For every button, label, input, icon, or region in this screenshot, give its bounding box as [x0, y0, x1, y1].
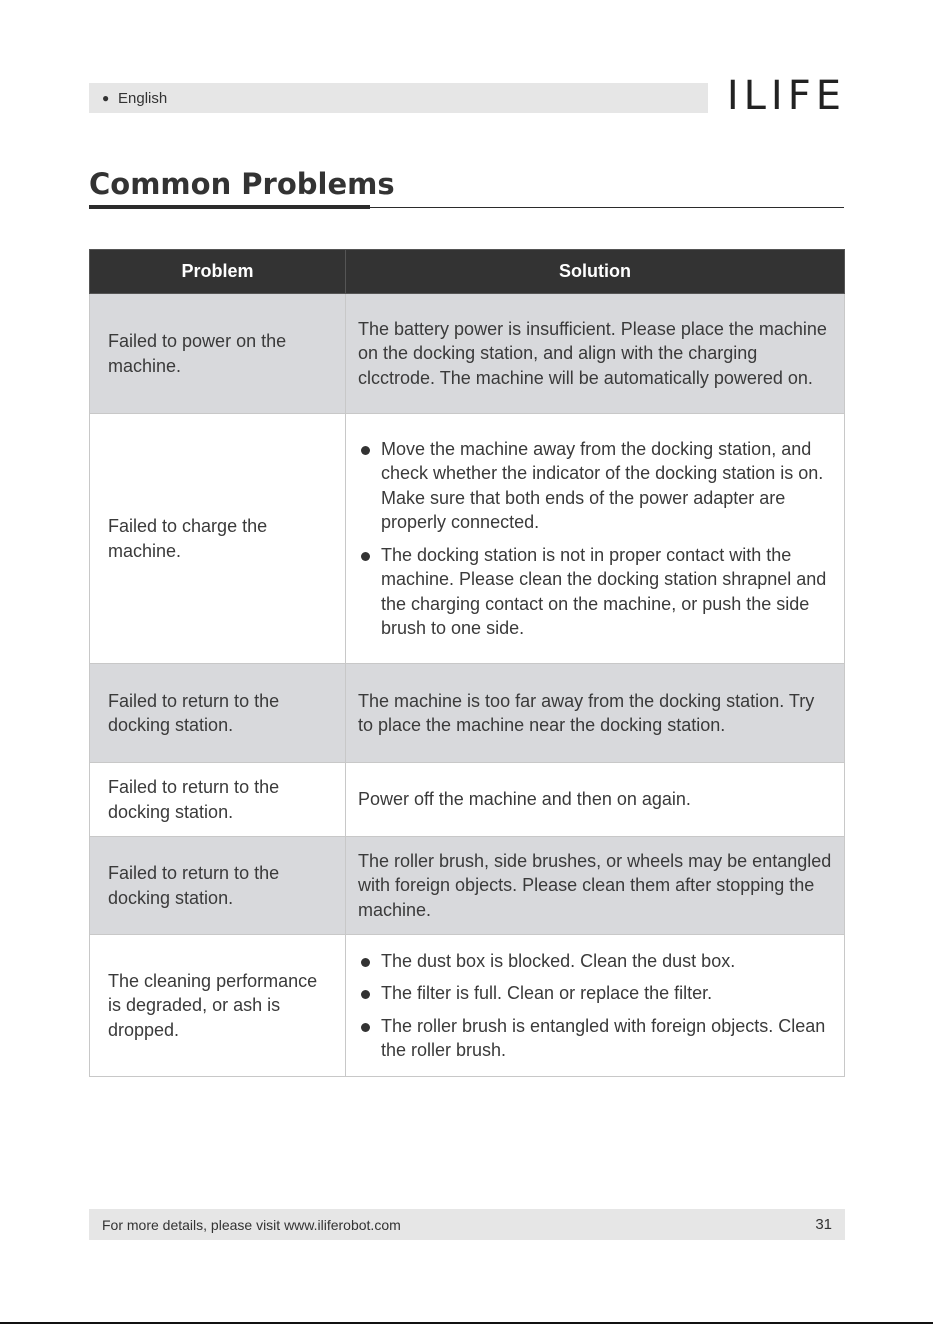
- brand-logo: ILIFE: [726, 73, 846, 119]
- solution-cell: [346, 935, 845, 1077]
- problem-cell: Failed to return to the docking station.: [90, 664, 346, 763]
- solution-bullet-list: [358, 949, 834, 1063]
- table-row: [90, 664, 845, 763]
- list-item: The filter is full. Clean or replace the filter.: [358, 981, 834, 1006]
- table-row: [90, 294, 845, 414]
- problem-cell: Failed to power on the machine.: [90, 294, 346, 414]
- list-item: Move the machine away from the docking station, and check whether the indicator of the docking station is on. Make sure that both ends of the power adapter are properly connected.: [358, 437, 834, 535]
- footer-website-note: For more details, please visit www.iliferobot.com: [102, 1216, 401, 1233]
- list-item: The roller brush is entangled with foreign objects. Clean the roller brush.: [358, 1014, 834, 1063]
- solution-cell: The roller brush, side brushes, or wheels may be entangled with foreign objects. Please clean them after stopping the machine.: [346, 837, 845, 935]
- solution-cell: The battery power is insufficient. Please place the machine on the docking station, and align with the charging clcctrode. The machine will be automatically powered on.: [346, 294, 845, 414]
- problems-table: [89, 249, 845, 1077]
- problem-cell: Failed to return to the docking station.: [90, 837, 346, 935]
- problem-cell: The cleaning performance is degraded, or ash is dropped.: [90, 935, 346, 1077]
- solution-cell: The machine is too far away from the docking station. Try to place the machine near the docking station.: [346, 664, 845, 763]
- table-row: [90, 935, 845, 1077]
- list-item: The docking station is not in proper contact with the machine. Please clean the docking station shrapnel and the charging contact on the machine, or push the side brush to one side.: [358, 543, 834, 641]
- problem-cell: Failed to charge the machine.: [90, 414, 346, 664]
- problem-cell: Failed to return to the docking station.: [90, 763, 346, 837]
- footer-bar: [89, 1209, 845, 1240]
- problem-column-header: Problem: [90, 250, 346, 294]
- table-row: [90, 763, 845, 837]
- table-header-row: [90, 250, 845, 294]
- table-row: [90, 414, 845, 664]
- solution-bullet-list: [358, 437, 834, 641]
- solution-cell: Power off the machine and then on again.: [346, 763, 845, 837]
- list-item: The dust box is blocked. Clean the dust box.: [358, 949, 834, 974]
- language-label: English: [118, 89, 168, 107]
- table-row: [90, 837, 845, 935]
- page-number: 31: [815, 1216, 832, 1233]
- solution-column-header: Solution: [346, 250, 845, 294]
- solution-cell: [346, 414, 845, 664]
- bullet-icon: ●: [102, 91, 110, 105]
- title-underline-accent: [89, 205, 370, 209]
- page-title: Common Problems: [89, 167, 395, 201]
- language-bar: [89, 83, 708, 113]
